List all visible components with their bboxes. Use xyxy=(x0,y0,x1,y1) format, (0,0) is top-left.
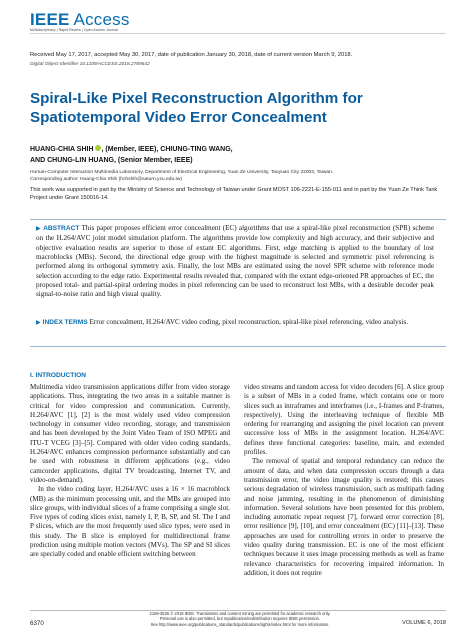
paragraph: The removal of spatial and temporal redundancy can reduce the amount of data, and when data compression occurs through a data transmission error, the video image quality is restored; this causes serious degradation of wireless transmission, such as multipath fading and noise jamming, resulting in the phenomenon of diminishing information. Several solutions have been presented for this problem, including automatic repeat request [7], forward error correction [8], error resilience [9], [10], and error concealment (EC) [11]–[13]. These approaches are used for controlling errors in order to preserve the video quality during transmission. EC is one of the most efficient techniques because it uses image processing methods as well as frame relevance characteristics for recovering impaired information. In addition, it does not require xyxy=(244,457,444,577)
footer-license xyxy=(120,611,360,627)
index-terms-label: INDEX TERMS xyxy=(42,319,88,326)
footer-link[interactable]: See http://www.ieee.org/publications_standards/publications/rights/index.html for more information. xyxy=(150,621,330,627)
journal-logo xyxy=(30,11,130,29)
triangle-icon: ▶ xyxy=(36,320,41,326)
publication-dates: Received May 17, 2017, accepted May 30, 2017, date of publication January 30, 2018, date of current version March 9, 2018. xyxy=(30,52,353,58)
header-divider xyxy=(30,33,446,34)
footer-copyright: 2169-3536 © 2018 IEEE. Translations and content mining are permitted for academic research only. xyxy=(149,611,331,616)
abstract xyxy=(36,224,434,300)
paper-title: Spiral-Like Pixel Reconstruction Algorithm for Spatiotemporal Video Error Concealment xyxy=(30,90,363,126)
doi: Digital Object Identifier 10.1109/ACCESS.2018.2789642 xyxy=(30,62,150,67)
affiliation: Human-Computer Interaction Multimedia Laboratory, Department of Electrical Engineering, Yuan Ze University, Taoyuan City 32003, Taiwan. xyxy=(30,170,334,175)
logo-ieee: IEEE xyxy=(30,10,70,29)
paragraph: Multimedia video transmission applications differ from video storage applications. Thus, integrating the two areas in a suitable manner is critical for video compression and communication. Currently, H.264/AVC [1], [2] is the most widely used video compression technology in consumer video recording, storage, and transmission and has been developed by the Joint Video Team of ISO MPEG and ITU-T VCEG [3]–[5]. Compared with older video coding standards, H.264/AVC enhances compression performance substantially and can be used with robustness in different applications (e.g., video camcorder applications, digital TV broadcasting, Internet TV, and video-on-demand). xyxy=(30,383,230,484)
logo-access: Access xyxy=(73,10,130,29)
funding-note: This work was supported in part by the Ministry of Science and Technology of Taiwan under Grant MOST 106-2221-E-155-011 and in part by the Yuan Ze Think Tank Project under Grant 150016-14. xyxy=(30,187,438,202)
logo-subtitle: Multidisciplinary | Rapid Review | Open Access Journal xyxy=(30,28,118,32)
volume: VOLUME 6, 2018 xyxy=(402,620,446,626)
abstract-label: ABSTRACT xyxy=(43,225,80,232)
index-terms-text: Error concealment, H.264/AVC video coding, pixel reconstruction, spiral-like pixel referencing, video analysis. xyxy=(89,318,409,326)
column-left xyxy=(30,371,230,560)
author-1: HUANG-CHIA SHIH xyxy=(30,146,94,153)
abstract-text: This paper proposes efficient error concealment (EC) algorithms that use a spiral-like pixel reconstruction (SPR) scheme on the H.264/AVC joint model simulation platform. The algorithms provide low complexity and high accuracy, and their subjective and objective evaluation results are superior to those of extant EC algorithms. First, edge matching is applied to the boundary of lost macroblocks (MBs). Second, the directional edge group with the highest magnitude is selected and symmetric pixel referencing is performed along its orthogonal symmetry axis. Finally, the lost MBs are estimated using the novel SPR scheme with reference mode selection according to the edge ratio. Experimental results revealed that, compared with the extant edge-oriented PR approaches of EC, the proposed total- and partial-spiral ordering modes in pixel referencing can be used to reconstruct lost MBs, with a desirable decoder peak signal-to-noise ratio and high visual quality. xyxy=(36,224,434,299)
index-terms xyxy=(36,318,434,328)
paragraph: video streams and random access for video decoders [6]. A slice group is a subset of MBs in a coded frame, which contains one or more slices such as intraframes and interframes (i.e., I-frames and P-frames, respectively). Using the interleaving technique of flexible MB ordering for rearranging and assigning the pixel location can prevent successive loss of MBs in the assignment location. H.264/AVC defines three functional categories: baseline, main, and extended profiles. xyxy=(244,383,444,457)
paragraph: In the video coding layer, H.264/AVC uses a 16 × 16 macroblock (MB) as the minimum processing unit, and the MBs are grouped into slice groups, with individual slices of a frame comprising a single slot. Five types of coding slices exist, namely I, P, B, SP, and SI. The I and P slices, which are the most frequently used slice types, were used in this study. The B slice is employed for multidirectional frame prediction using multiple motion vectors (MVs). The SP and SI slices are specially coded and enable efficient switching between xyxy=(30,485,230,559)
author-line-2: AND CHUNG-LIN HUANG, (Senior Member, IEEE) xyxy=(30,157,193,164)
footer-permission: Personal use is also permitted, but republication/redistribution requires IEEE permission. xyxy=(159,616,321,622)
author-list xyxy=(30,144,446,166)
triangle-icon: ▶ xyxy=(36,226,42,232)
corresponding-author: Corresponding author: Huang-Chia Shih (hchshih@saturn.yzu.edu.tw) xyxy=(30,177,183,182)
author-line-1-rest: , (Member, IEEE), CHIUNG-TING WANG, xyxy=(101,146,233,153)
column-right xyxy=(244,383,444,578)
page-number: 6370 xyxy=(30,620,44,627)
orcid-icon[interactable] xyxy=(95,145,101,151)
section-heading: I. INTRODUCTION xyxy=(30,372,87,379)
